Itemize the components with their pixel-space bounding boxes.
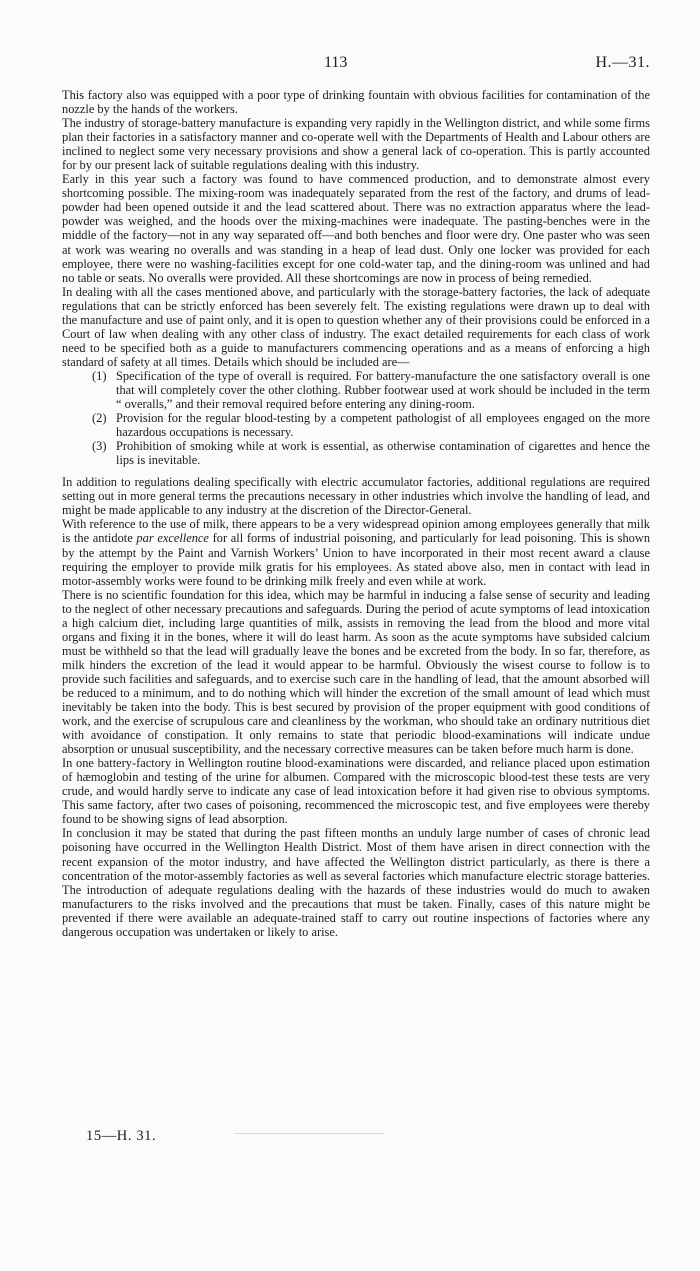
list-item-text: Provision for the regular blood-testing by a competent pathologist of all employees engaged on the more hazardous occupations is necessary.: [116, 411, 650, 440]
list-item: [92, 411, 650, 439]
list-item-text: Prohibition of smoking while at work is essential, as otherwise contamination of cigarettes and hence the lips is inevitable.: [116, 439, 650, 468]
document-reference: H.—31.: [595, 54, 650, 71]
page-number: 113: [324, 54, 348, 71]
list-item: [92, 369, 650, 411]
faint-rule: [234, 1133, 384, 1134]
paragraph-drinking-fountain: This factory also was equipped with a poor type of drinking fountain with obvious facilities for contamination of the nozzle by the hands of the workers.: [62, 88, 650, 117]
milk-text-after: for all forms of industrial poisoning, and particularly for lead poisoning. This is shown by the attempt by the Paint and Varnish Workers’ Union to have incorporated in their most recent award a clause requiring the employer to provide milk gratis for his employees. As stated above also, men in contact with lead in motor-assembly works were found to be drinking milk freely and even while at work.: [62, 531, 651, 588]
list-item-number: (3): [92, 439, 107, 454]
body-text: [62, 88, 650, 939]
milk-text-italic: par excellence: [136, 531, 209, 546]
paragraph-factory-shortcomings: Early in this year such a factory was found to have commenced production, and to demonstrate almost every shortcoming possible. The mixing-room was inadequately separated from the rest of the factory, and drums of lead-powder had been opened outside it and the lead scattered about. There was no extraction apparatus where the lead-powder was weighed, and the hoods over the mixing-machines were inadequate. The pasting-benches were in the middle of the factory—not in any way separated off—and both benches and floor were dry. One paster who was seen at work was wearing no overalls and was standing in a heap of lead dust. Only one locker was provided for each employee, there were no washing-facilities except for one cold-water tap, and the dining-room was unlined and had no table or seats. No overalls were provided. All these shortcomings are now in process of being remedied.: [62, 172, 650, 285]
details-list: [62, 369, 650, 467]
paragraph-conclusion: In conclusion it may be stated that during the past fifteen months an unduly large number of cases of chronic lead poisoning have occurred in the Wellington Health District. Most of them have arisen in direct connection with the recent expansion of the motor industry, and have affected the Wellington district particularly, as there is there a concentration of the motor-assembly factories as well as several factories which manufacture electric storage batteries. The introduction of adequate regulations dealing with the hazards of these industries would do much to awaken manufacturers to the risks involved and the precautions that must be taken. Finally, cases of this nature might be prevented if there were available an adequate-trained staff to carry out routine inspections of factories where any dangerous occupation was undertaken or likely to arise.: [62, 826, 650, 939]
paragraph-milk-opinion: [62, 517, 650, 587]
list-item: [92, 439, 650, 467]
paragraph-additional-regulations: In addition to regulations dealing specifically with electric accumulator factories, additional regulations are required setting out in more general terms the precautions necessary in other industries which involve the handling of lead, and might be made applicable to any industry at the discretion of the Director-General.: [62, 475, 650, 518]
footer-signature-mark: 15—H. 31.: [86, 1128, 157, 1144]
paragraph-no-scientific-foundation: There is no scientific foundation for this idea, which may be harmful in inducing a false sense of security and leading to the neglect of other necessary precautions and safeguards. During the period of acute symptoms of lead intoxication a high calcium diet, including large quantities of milk, assists in removing the lead from the blood and more vital organs and fixing it in the bones, where it will do least harm. As soon as the acute symptoms have subsided calcium must be withheld so that the lead will gradually leave the bones and be excreted from the body. In so far, therefore, as milk hinders the excretion of the lead it would appear to be harmful. Obviously the wisest course to follow is to provide such facilities and safeguards, and to exercise such care in the handling of lead, that the amount absorbed will be reduced to a minimum, and to do nothing which will hinder the excretion of the small amount of lead which must inevitably be taken into the body. This is best secured by provision of the proper equipment with good conditions of work, and the exercise of scrupulous care and cleanliness by the workman, who should take an ordinary nutritious diet with avoidance of constipation. It only remains to state that periodic blood-examinations will indicate undue absorption or unusual susceptibility, and the necessary corrective measures can be taken before much harm is done.: [62, 587, 650, 757]
page-header: [0, 54, 700, 76]
paragraph-lack-of-regulations: In dealing with all the cases mentioned above, and particularly with the storage-battery factories, the lack of adequate regulations that can be strictly enforced has been severely felt. The existing regulations were drawn up to deal with the manufacture and use of paint only, and it is open to question whether any of their provisions could be enforced in a Court of law when dealing with any other class of industry. The exact detailed requirements for each class of work need to be specified both as a guide to manufacturers commencing operations and as a means of enforcing a high standard of safety at all times. Details which should be included are—: [62, 284, 650, 369]
paragraph-storage-battery-industry: The industry of storage-battery manufacture is expanding very rapidly in the Wellington district, and while some firms plan their factories in a satisfactory manner and co-operate well with the Departments of Health and Labour others are inclined to neglect some very necessary provisions and show a general lack of co-operation. This is partly accounted for by our present lack of suitable regulations dealing with this industry.: [62, 116, 650, 173]
list-item-number: (2): [92, 411, 107, 426]
paragraph-blood-examinations: In one battery-factory in Wellington routine blood-examinations were discarded, and reliance placed upon estimation of hæmoglobin and testing of the urine for albumen. Compared with the microscopic blood-test these tests are very crude, and would hardly serve to indicate any case of lead intoxication before it had given rise to obvious symptoms. This same factory, after two cases of poisoning, recommenced the microscopic test, and five employees were thereby found to be showing signs of lead absorption.: [62, 756, 650, 827]
list-item-text: Specification of the type of overall is required. For battery-manufacture the one satisfactory overall is one that will completely cover the other clothing. Rubber footwear used at work should be included in the term “ overalls,” and their removal required before entering any dining-room.: [116, 368, 650, 412]
list-item-number: (1): [92, 368, 107, 383]
milk-text-before: With reference to the use of milk, there appears to be a very widespread opinion among employees generally that milk is the antidote: [62, 517, 650, 546]
